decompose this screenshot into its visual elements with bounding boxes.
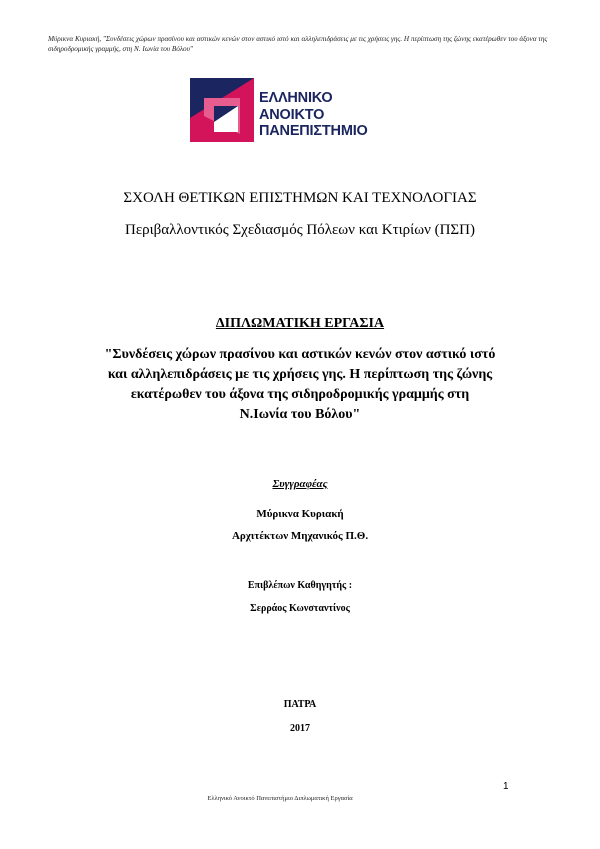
running-header: Μύρικνα Κυριακή, "Συνδέσεις χώρων πρασίνου και αστικών κενών στον αστικό ιστό και αλληλεπιδράσεις με τις χρήσεις γης. Η περίπτωση της ζώνης εκατέρωθεν του άξονα της σιδηροδρομικής γραμμής, στη Ν. Ιωνία του Βόλου" (48, 35, 548, 53)
author-name: Μύρικνα Κυριακή (256, 508, 344, 520)
logo-line-1: ΕΛΛΗΝΙΚΟ (259, 90, 333, 106)
running-footer: Ελληνικό Ανοικτό Πανεπιστήμιο Διπλωματική Εργασία (207, 795, 353, 802)
thesis-title-line: "Συνδέσεις χώρων πρασίνου και αστικών κενών στον αστικό ιστό (104, 347, 496, 362)
thesis-title-line: εκατέρωθεν του άξονα της σιδηροδρομικής γραμμής στη (130, 387, 470, 402)
city: ΠΑΤΡΑ (283, 699, 317, 710)
department-name: Περιβαλλοντικός Σχεδιασμός Πόλεων και Κτιρίων (ΠΣΠ) (124, 222, 475, 238)
thesis-title (70, 345, 530, 425)
thesis-title-line: και αλληλεπιδράσεις με τις χρήσεις γης. Η περίπτωση της ζώνης (107, 367, 493, 382)
logo-line-3: ΠΑΝΕΠΙΣΤΗΜΙΟ (259, 123, 368, 139)
school-name: ΣΧΟΛΗ ΘΕΤΙΚΩΝ ΕΠΙΣΤΗΜΩΝ ΚΑΙ ΤΕΧΝΟΛΟΓΙΑΣ (123, 190, 477, 206)
thesis-heading: ΔΙΠΛΩΜΑΤΙΚΗ ΕΡΓΑΣΙΑ (215, 316, 385, 331)
author-label: Συγγραφέας (272, 478, 328, 490)
thesis-title-line: Ν.Ιωνία του Βόλου" (239, 407, 361, 422)
author-role: Αρχιτέκτων Μηχανικός Π.Θ. (231, 530, 369, 542)
logo-line-2: ΑΝΟΙΚΤΟ (259, 106, 325, 123)
supervisor-name: Σερράος Κωνσταντίνος (250, 603, 350, 614)
supervisor-label: Επιβλέπων Καθηγητής : (247, 580, 353, 591)
logo-wordmark (259, 90, 368, 140)
page-number: 1 (503, 781, 509, 792)
year: 2017 (290, 723, 310, 734)
